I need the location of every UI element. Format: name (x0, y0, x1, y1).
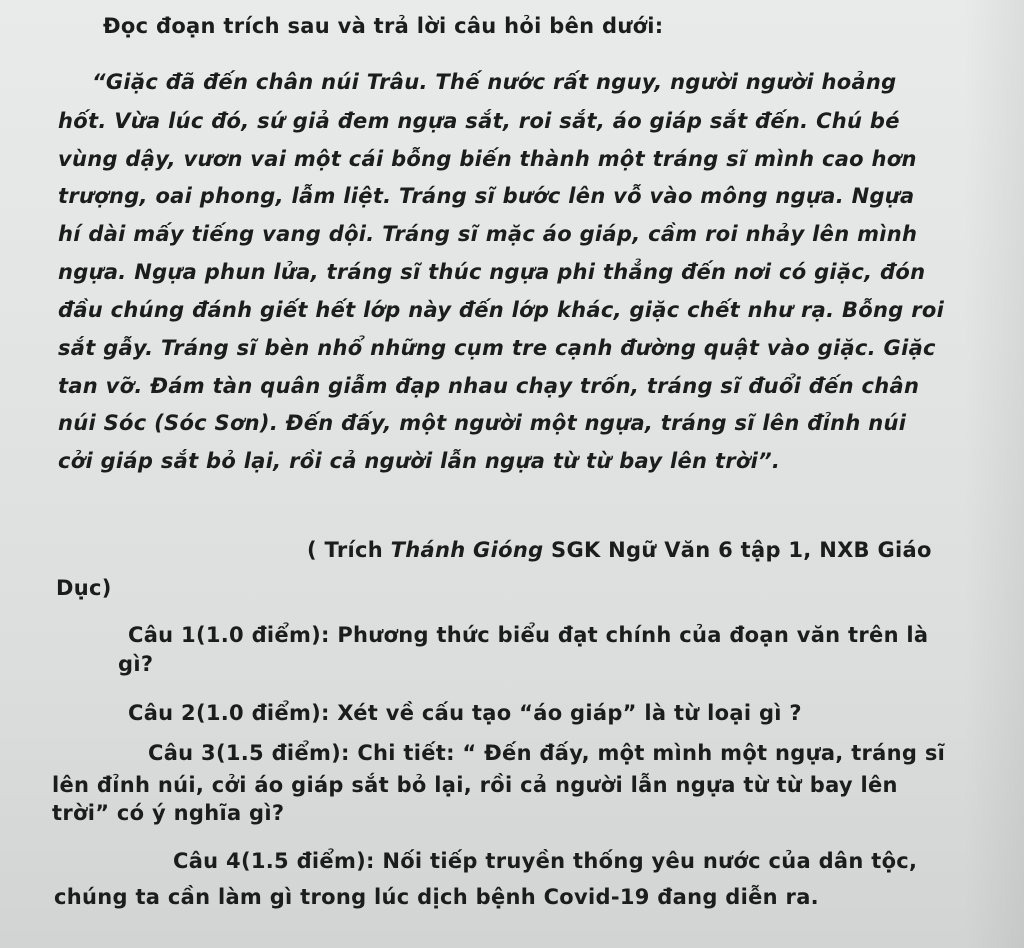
source-prefix: ( Trích (307, 538, 391, 562)
passage-line: cởi giáp sắt bỏ lại, rồi cả người lẫn ngựa từ từ bay lên trời”. (58, 449, 781, 473)
passage-line: đầu chúng đánh giết hết lớp này đến lớp khác, giặc chết như rạ. Bỗng roi (58, 298, 945, 322)
passage-line: “Giặc đã đến chân núi Trâu. Thế nước rất nguy, người người hoảng (92, 70, 897, 94)
passage-line: núi Sóc (Sóc Sơn). Đến đấy, một người một ngựa, tráng sĩ lên đỉnh núi (58, 411, 907, 435)
question-3-cont: lên đỉnh núi, cởi áo giáp sắt bỏ lại, rồi cả người lẫn ngựa từ từ bay lên (52, 773, 898, 797)
question-3: Câu 3(1.5 điểm): Chi tiết: “ Đến đấy, một mình một ngựa, tráng sĩ (148, 741, 946, 765)
passage-line: sắt gẫy. Tráng sĩ bèn nhổ những cụm tre cạnh đường quật vào giặc. Giặc (58, 336, 936, 360)
question-4: Câu 4(1.5 điểm): Nối tiếp truyền thống yêu nước của dân tộc, (173, 849, 918, 873)
passage-line: trượng, oai phong, lẫm liệt. Tráng sĩ bước lên vỗ vào mông ngựa. Ngựa (58, 184, 915, 208)
source-citation-line2: Dục) (56, 576, 112, 600)
question-2: Câu 2(1.0 điểm): Xét về cấu tạo “áo giáp” là từ loại gì ? (128, 701, 802, 725)
passage-line: tan vỡ. Đám tàn quân giẫm đạp nhau chạy trốn, tráng sĩ đuổi đến chân (58, 374, 920, 398)
page-edge-shadow (964, 0, 1024, 948)
source-citation (307, 540, 932, 561)
passage-line: vùng dậy, vươn vai một cái bỗng biến thành một tráng sĩ mình cao hơn (58, 147, 917, 171)
passage-line: ngựa. Ngựa phun lửa, tráng sĩ thúc ngựa phi thẳng đến nơi có giặc, đón (58, 260, 926, 284)
question-1-cont: gì? (118, 652, 154, 676)
question-3-cont: trời” có ý nghĩa gì? (52, 801, 285, 825)
passage-line: hốt. Vừa lúc đó, sứ giả đem ngựa sắt, roi sắt, áo giáp sắt đến. Chú bé (58, 109, 900, 133)
passage-line: hí dài mấy tiếng vang dội. Tráng sĩ mặc áo giáp, cầm roi nhảy lên mình (58, 222, 918, 246)
source-suffix: SGK Ngữ Văn 6 tập 1, NXB Giáo (543, 538, 932, 562)
instruction-heading: Đọc đoạn trích sau và trả lời câu hỏi bên dưới: (103, 14, 664, 38)
source-work-title: Thánh Gióng (390, 538, 544, 562)
question-4-cont: chúng ta cần làm gì trong lúc dịch bệnh Covid-19 đang diễn ra. (54, 885, 819, 909)
question-1: Câu 1(1.0 điểm): Phương thức biểu đạt chính của đoạn văn trên là (128, 623, 929, 647)
